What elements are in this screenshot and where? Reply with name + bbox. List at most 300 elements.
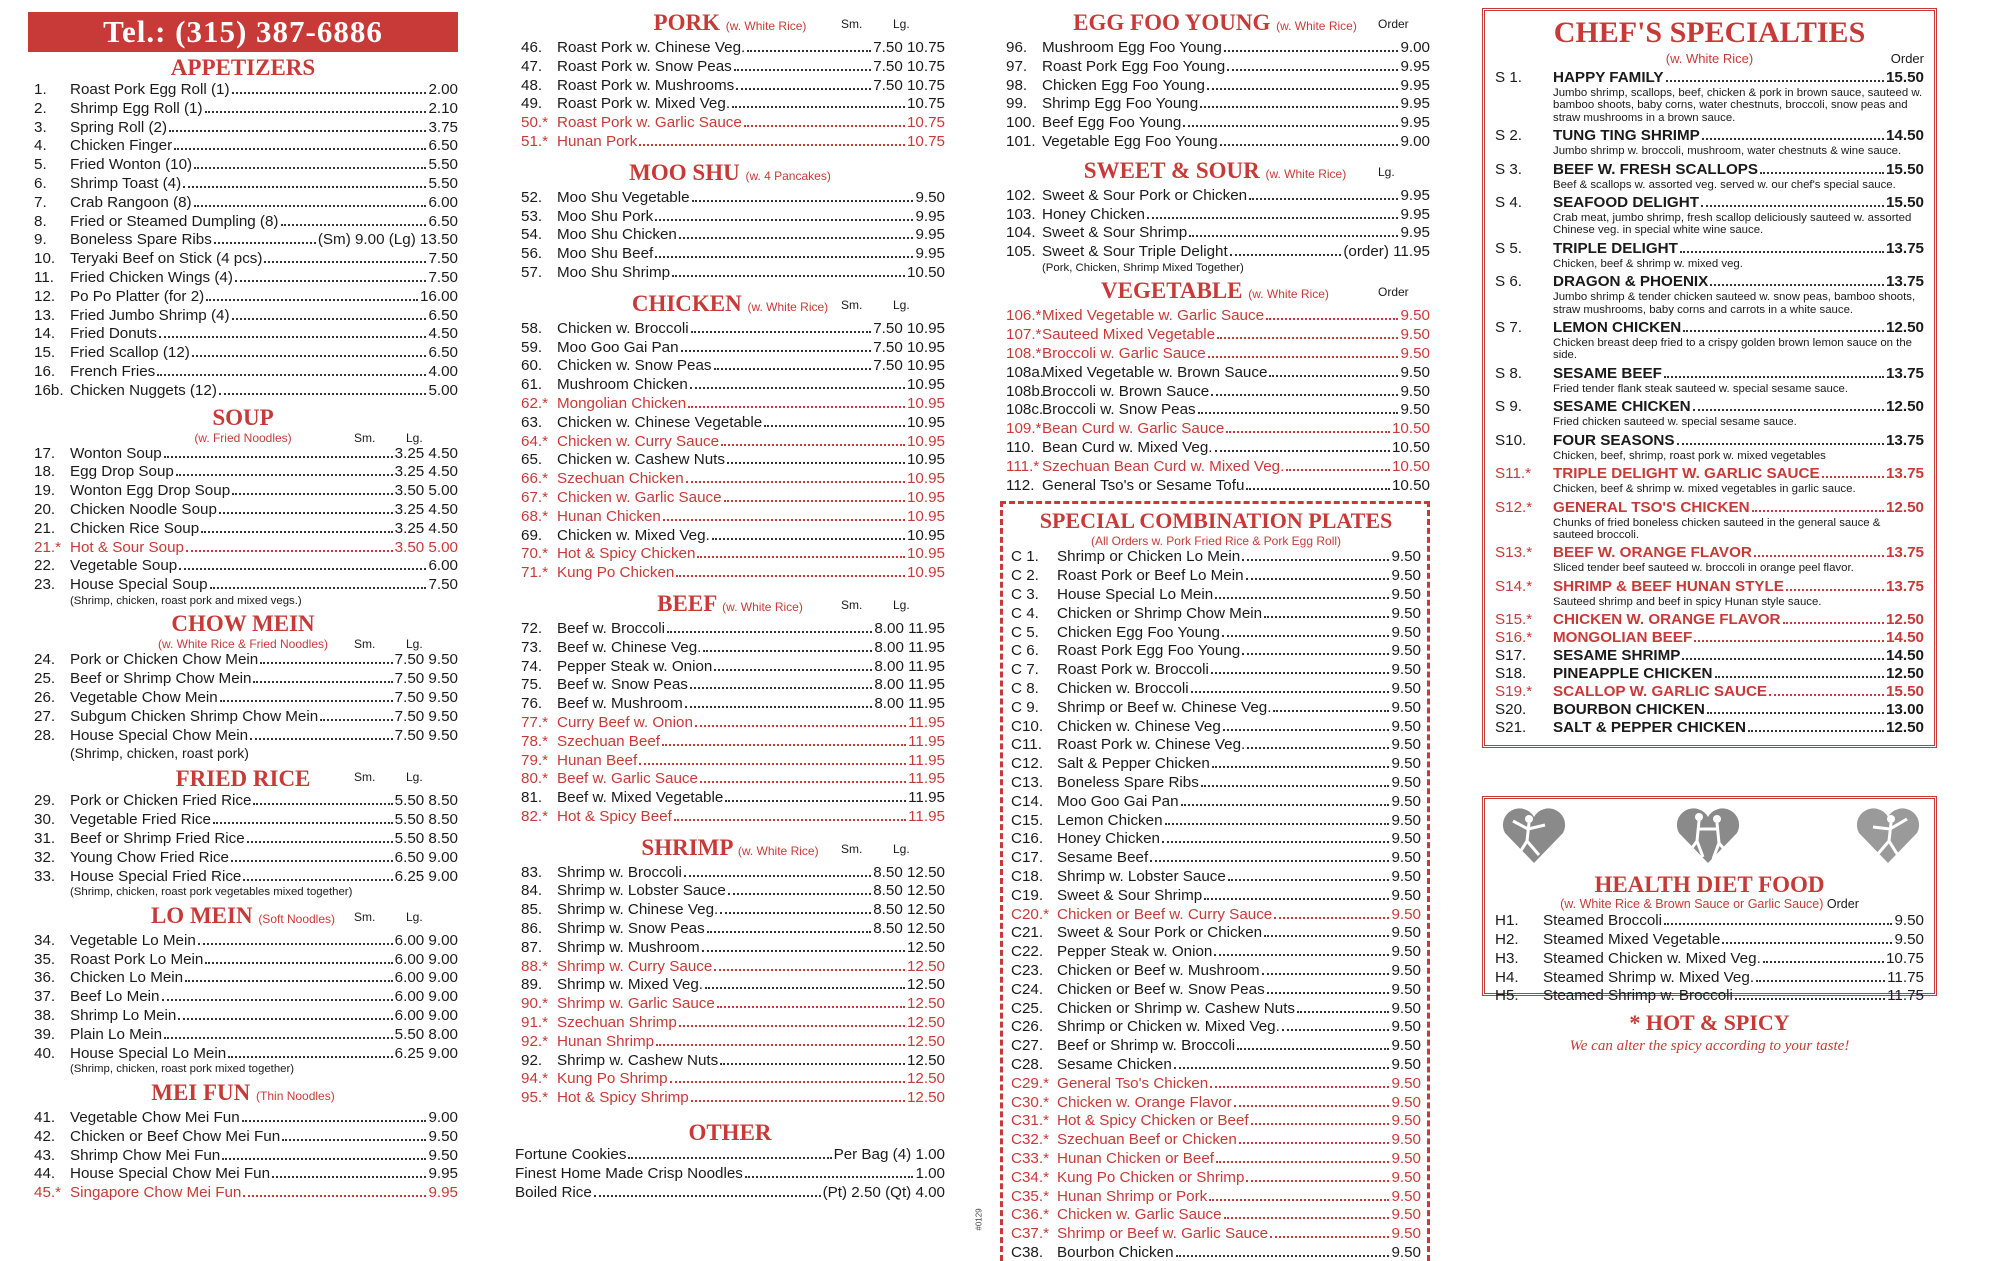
menu-item [1495, 273, 1924, 291]
menu-item-price: 3.50 5.00 [394, 482, 458, 500]
menu-item-number: 68.* [521, 507, 549, 525]
menu-item-name: Po Po Platter (for 2) [70, 287, 205, 305]
menu-item-name: Roast Pork Lo Mein [70, 950, 204, 968]
menu-item-name: Beef or Shrimp Chow Mein [70, 670, 252, 688]
menu-item-price: 13.75 [1885, 364, 1924, 382]
section-title-chicken: CHICKEN (w. White Rice) Sm. Lg. [631, 290, 910, 316]
menu-item-price: 14.50 [1885, 629, 1924, 647]
menu-item-price: 10.95 [906, 564, 945, 582]
section-note-health-diet: (w. White Rice & Brown Sauce or Garlic Sauce) Order [1560, 897, 1859, 912]
dot-leader [1215, 440, 1390, 452]
menu-item-name: Fried Scallop (12) [70, 344, 190, 362]
menu-item-name: Boiled Rice [515, 1183, 592, 1201]
menu-item-price: 3.25 4.50 [394, 444, 458, 462]
menu-item-name: Chicken w. Orange Flavor [1057, 1093, 1232, 1111]
dot-leader [1274, 907, 1389, 919]
menu-item-name: Spring Roll (2) [70, 118, 168, 136]
dot-leader [1234, 1095, 1390, 1107]
menu-item-name: Steamed Shrimp w. Mixed Veg. [1543, 968, 1755, 986]
dot-leader [1147, 207, 1398, 219]
menu-item-price: 6.50 9.00 [394, 848, 458, 866]
menu-item-number: 18. [34, 463, 56, 481]
section-title-appetizers: APPETIZERS [170, 55, 316, 80]
menu-item-number: 29. [34, 792, 56, 810]
dot-leader [1230, 244, 1342, 256]
menu-item [28, 651, 458, 670]
menu-item-description: Crab meat, jumbo shrimp, fresh scallop deliciously sauteed w. assorted Chinese veg. in special white wine sauce. [1553, 212, 1912, 237]
menu-item [515, 114, 945, 133]
menu-item-price: 6.25 9.00 [394, 867, 458, 885]
menu-item [1011, 699, 1421, 718]
menu-item-number: 17. [34, 444, 56, 462]
menu-item-number: 6. [34, 174, 47, 192]
menu-item-price: 3.50 5.00 [394, 538, 458, 556]
dot-leader [1183, 115, 1398, 127]
menu-item-price: 4.00 [428, 362, 458, 380]
menu-item-price: 8.00 11.95 [874, 619, 945, 637]
menu-item-price: 9.00 [428, 1108, 458, 1126]
section-fried-rice [28, 792, 458, 886]
menu-item [515, 564, 945, 583]
menu-item-number: 85. [521, 901, 543, 919]
dot-leader [1297, 1001, 1389, 1013]
menu-item-name: Hot & Spicy Shrimp [557, 1089, 689, 1107]
menu-item [515, 789, 945, 808]
dot-leader [1226, 421, 1390, 433]
menu-item [515, 77, 945, 96]
dot-leader [231, 850, 393, 862]
menu-item-price: 9.50 [1391, 1074, 1421, 1092]
menu-item-name: Shrimp w. Chinese Veg. [557, 901, 719, 919]
menu-item [515, 414, 945, 433]
menu-item-name: SEAFOOD DELIGHT [1553, 194, 1699, 212]
menu-item [1011, 1131, 1421, 1150]
menu-item-price: 9.50 [1391, 548, 1421, 566]
menu-item-number: H2. [1495, 930, 1519, 948]
menu-item-name: Shrimp w. Cashew Nuts [557, 1051, 719, 1069]
menu-item-number: C 5. [1011, 623, 1039, 641]
menu-item-price: 10.50 [1391, 476, 1430, 494]
dot-leader [690, 677, 872, 689]
menu-item-number: C24. [1011, 980, 1044, 998]
dot-leader [1710, 274, 1884, 286]
menu-item-number: S20. [1495, 701, 1527, 719]
dot-leader [667, 621, 872, 633]
menu-item-name: Roast Pork w. Mushrooms [557, 76, 735, 94]
menu-item [1000, 114, 1430, 133]
menu-item-number: 26. [34, 689, 56, 707]
menu-item-name: Shrimp Toast (4) [70, 174, 182, 192]
menu-item [28, 445, 458, 464]
menu-item-name: Mixed Vegetable w. Garlic Sauce [1042, 307, 1265, 325]
menu-item-number: 108.* [1006, 345, 1042, 363]
menu-item-price: 12.50 [1885, 611, 1924, 629]
menu-item-price: 9.95 [1400, 114, 1430, 132]
dancers-illustration [1495, 803, 1924, 873]
menu-item [1000, 95, 1430, 114]
menu-item [28, 849, 458, 868]
menu-item [1495, 969, 1924, 988]
menu-item [1000, 307, 1430, 326]
dot-leader [264, 251, 426, 263]
menu-item-price: 13.75 [1885, 465, 1924, 483]
menu-item-name: Shrimp w. Mixed Veg. [557, 976, 704, 994]
item-description: (Shrimp, chicken, roast pork) [70, 745, 249, 762]
menu-item-name: Sweet & Sour Shrimp [1042, 224, 1188, 242]
dot-leader [1783, 612, 1884, 624]
menu-column-4 [1482, 8, 1937, 1055]
dot-leader [684, 865, 871, 877]
menu-item [515, 357, 945, 376]
menu-item-price: 8.00 11.95 [874, 657, 945, 675]
menu-item-name: SHRIMP & BEEF HUNAN STYLE [1553, 577, 1784, 595]
menu-item-name: Bean Curd w. Mixed Veg. [1042, 439, 1213, 457]
menu-item-name: House Special Soup [70, 576, 208, 594]
menu-item-price: 10.95 [906, 526, 945, 544]
menu-item-number: 54. [521, 226, 543, 244]
menu-item [1495, 647, 1924, 665]
menu-item-name: General Tso's or Sesame Tofu [1042, 476, 1245, 494]
menu-item-name: BEEF W. FRESH SCALLOPS [1553, 160, 1759, 178]
dot-leader [1786, 579, 1884, 591]
dot-leader [176, 464, 393, 476]
menu-item [1000, 364, 1430, 383]
menu-item-price: 9.50 [1391, 1187, 1421, 1205]
menu-item-price: 11.75 [1887, 968, 1924, 986]
menu-item-name: Shrimp Lo Mein [70, 1007, 177, 1025]
menu-item-name: Hunan Shrimp [557, 1032, 655, 1050]
menu-item [1495, 194, 1924, 212]
menu-item-price: 10.50 [1391, 420, 1430, 438]
menu-item-number: 24. [34, 651, 56, 669]
dot-leader [725, 790, 906, 802]
menu-item-name: Chicken w. Mixed Veg. [557, 526, 710, 544]
menu-item-description: Chicken, beef & shrimp w. mixed veg. [1553, 257, 1743, 270]
menu-item-number: 47. [521, 57, 543, 75]
menu-item-number: 106.* [1006, 307, 1042, 325]
menu-item-number: 51.* [521, 132, 549, 150]
menu-item-price: 9.50 [1391, 1243, 1421, 1261]
menu-item [1000, 243, 1430, 262]
menu-item-number: 82.* [521, 807, 549, 825]
dot-leader [672, 265, 905, 277]
menu-item-price: 15.50 [1885, 160, 1924, 178]
menu-item-price: 10.95 [906, 394, 945, 412]
menu-item-price: 15.50 [1885, 194, 1924, 212]
menu-item-price: 9.50 [1391, 1112, 1421, 1130]
menu-item-description: Chicken breast deep fried to a crispy golden brown lemon sauce on the side. [1553, 337, 1913, 362]
menu-item-price: 7.50 [428, 576, 458, 594]
menu-item [28, 988, 458, 1007]
menu-item-number: 19. [34, 482, 56, 500]
menu-item [1011, 548, 1421, 567]
menu-item-number: 92.* [521, 1032, 549, 1050]
menu-item [1000, 77, 1430, 96]
menu-item-price: 16.00 [419, 287, 458, 305]
dot-leader [707, 921, 871, 933]
menu-item-number: C35.* [1011, 1187, 1049, 1205]
health-diet-food-box [1482, 796, 1937, 1005]
dot-leader [1682, 648, 1884, 660]
menu-item [28, 708, 458, 727]
dot-leader [714, 959, 905, 971]
menu-item [515, 639, 945, 658]
menu-item-number: C20.* [1011, 905, 1049, 923]
menu-item-description: Jumbo shrimp w. broccoli, mushroom, water chestnuts & wine sauce. [1553, 145, 1902, 158]
menu-item-name: TRIPLE DELIGHT [1553, 239, 1678, 257]
section-title-sweet-sour: SWEET & SOUR (w. White Rice) Lg. [1083, 157, 1395, 183]
menu-item-name: Roast Pork w. Broccoli [1057, 661, 1209, 679]
menu-item-number: 30. [34, 811, 56, 829]
dot-leader [727, 452, 905, 464]
item-description: (Shrimp, chicken, roast pork vegetables mixed together) [70, 886, 353, 899]
dot-leader [192, 345, 427, 357]
dot-leader [724, 490, 905, 502]
menu-item-price: 9.00 [1400, 39, 1430, 56]
menu-item-number: 14. [34, 325, 56, 343]
menu-item-name: Chicken or Shrimp Chow Mein [1057, 604, 1263, 622]
dot-leader [1214, 944, 1389, 956]
menu-item-number: 44. [34, 1165, 56, 1183]
menu-item-price: 9.50 [1391, 680, 1421, 698]
dot-leader [1223, 719, 1390, 731]
menu-item [1011, 567, 1421, 586]
dot-leader [691, 1090, 905, 1102]
dot-leader [720, 1053, 905, 1065]
menu-item-number: 91.* [521, 1014, 549, 1032]
dot-leader [705, 977, 905, 989]
dot-leader [685, 696, 873, 708]
menu-item-number: 3. [34, 118, 47, 136]
menu-item-price: 5.50 8.50 [394, 811, 458, 829]
menu-item-name: Kung Po Chicken or Shrimp [1057, 1168, 1245, 1186]
dot-leader [1752, 500, 1884, 512]
menu-item-number: 112. [1006, 476, 1035, 494]
section-title-vegetable: VEGETABLE (w. White Rice) Order [1101, 278, 1409, 304]
menu-item [1495, 499, 1924, 517]
menu-item [1011, 718, 1421, 737]
dot-leader [717, 996, 905, 1008]
menu-item-price: 10.95 [906, 470, 945, 488]
menu-item-price: 9.50 [1391, 661, 1421, 679]
menu-item-number: S12.* [1495, 498, 1533, 516]
menu-item-name: Chicken w. Garlic Sauce [1057, 1206, 1222, 1224]
dot-leader [281, 214, 427, 226]
menu-item-name: Chicken w. Cashew Nuts [557, 451, 725, 469]
menu-item-number: 80.* [521, 770, 549, 788]
menu-item-price: 9.50 [1391, 792, 1421, 810]
item-description: (Shrimp, chicken, roast pork mixed together) [70, 1063, 295, 1076]
menu-item-number: C33.* [1011, 1149, 1049, 1167]
item-description: (Pork, Chicken, Shrimp Mixed Together) [1042, 261, 1244, 274]
menu-column-2 [515, 10, 945, 1202]
dot-leader [1247, 737, 1389, 749]
section-title-pork: PORK (w. White Rice) Sm. Lg. [653, 10, 910, 35]
menu-item-price: 7.50 9.50 [394, 651, 458, 669]
dot-leader [164, 1027, 393, 1039]
menu-item [515, 95, 945, 114]
menu-item [1495, 683, 1924, 701]
menu-item-name: HAPPY FAMILY [1553, 69, 1664, 86]
menu-item-price: 10.95 [906, 451, 945, 469]
menu-column-3 [1000, 10, 1430, 1261]
menu-item [515, 189, 945, 208]
dot-leader [159, 326, 426, 338]
menu-item [515, 1184, 945, 1203]
menu-item-name: Wonton Soup [70, 444, 162, 462]
menu-item-description: Chunks of fried boneless chicken sauteed in the general sauce & sauteed broccoli. [1553, 516, 1881, 541]
menu-item-price: 11.95 [908, 789, 945, 807]
menu-item-price: Per Bag (4) 1.00 [833, 1146, 945, 1164]
menu-item-name: SESAME SHRIMP [1553, 647, 1681, 665]
menu-item-number: S15.* [1495, 611, 1533, 629]
menu-item-name: Szechuan Shrimp [557, 1014, 677, 1032]
menu-item [1011, 1225, 1421, 1244]
menu-item [1011, 887, 1421, 906]
menu-item [28, 1184, 458, 1203]
menu-item-name: Chicken Lo Mein [70, 969, 184, 987]
menu-item [515, 920, 945, 939]
dot-leader [205, 101, 427, 113]
menu-item-number: 63. [521, 413, 543, 431]
menu-item-number: 16. [34, 362, 56, 380]
menu-item-number: C 9. [1011, 698, 1039, 716]
menu-item-price: 10.50 [906, 263, 945, 281]
menu-item [1000, 133, 1430, 152]
menu-item-number: 62.* [521, 394, 549, 412]
dot-leader [1722, 932, 1892, 944]
menu-item-price: 9.50 [1391, 811, 1421, 829]
menu-item-number: 53. [521, 207, 543, 225]
menu-item-name: TRIPLE DELIGHT W. GARLIC SAUCE [1553, 465, 1820, 483]
dot-leader [1754, 545, 1884, 557]
menu-item-price: 9.95 [1400, 76, 1430, 94]
menu-item [28, 576, 458, 595]
menu-item-name: Beef w. Chinese Veg. [557, 638, 702, 656]
menu-item [1011, 774, 1421, 793]
menu-item-name: Kung Po Shrimp [557, 1070, 668, 1088]
dot-leader [721, 434, 905, 446]
dot-leader [1239, 1132, 1390, 1144]
menu-item-number: C30.* [1011, 1093, 1049, 1111]
menu-item-number: 60. [521, 357, 543, 375]
dot-leader [674, 809, 906, 821]
menu-item-name: Chicken w. Curry Sauce [557, 432, 720, 450]
menu-item [1011, 624, 1421, 643]
menu-item-number: 109.* [1006, 420, 1042, 438]
menu-item-price: 8.50 12.50 [873, 882, 945, 900]
dot-leader [1224, 40, 1399, 52]
menu-item-number: 58. [521, 319, 543, 337]
menu-item-name: Egg Drop Soup [70, 463, 174, 481]
section-pork [515, 39, 945, 152]
menu-item-name: Hot & Spicy Chicken or Beef [1057, 1112, 1249, 1130]
menu-item-name: Roast Pork w. Garlic Sauce [557, 114, 742, 132]
dot-leader [676, 565, 905, 577]
menu-item [28, 501, 458, 520]
menu-item-price: 5.50 8.50 [394, 792, 458, 810]
menu-item-price: 12.50 [1885, 319, 1924, 337]
dot-leader [1267, 982, 1390, 994]
dot-leader [194, 195, 427, 207]
dot-leader [228, 1046, 392, 1058]
menu-item-number: C23. [1011, 961, 1044, 979]
menu-item [515, 714, 945, 733]
menu-item-name: Chicken or Beef w. Snow Peas [1057, 980, 1265, 998]
menu-item-number: 92. [521, 1051, 543, 1069]
dot-leader [692, 190, 914, 202]
menu-item [1011, 1000, 1421, 1019]
menu-item [1011, 1188, 1421, 1207]
menu-item-name: Chicken Nuggets (12) [70, 381, 217, 399]
menu-item-name: Salt & Pepper Chicken [1057, 755, 1210, 773]
dot-leader [162, 989, 393, 1001]
dot-leader [734, 59, 871, 71]
menu-item-number: 98. [1006, 76, 1028, 94]
menu-item-number: 110. [1006, 439, 1035, 457]
menu-item [1495, 465, 1924, 483]
menu-item [1011, 755, 1421, 774]
dot-leader [639, 753, 906, 765]
dot-leader [242, 1110, 427, 1122]
menu-item-price: 6.50 [428, 137, 458, 155]
menu-item-price: 9.50 [1391, 586, 1421, 604]
menu-item-price: 5.50 [428, 156, 458, 174]
menu-item-number: 49. [521, 95, 543, 113]
menu-item-price: 9.50 [1391, 1206, 1421, 1224]
menu-item-name: Shrimp or Chicken w. Mixed Veg. [1057, 1018, 1280, 1036]
menu-item-price: 12.50 [906, 1032, 945, 1050]
menu-item-price: 7.50 9.50 [394, 670, 458, 688]
menu-item [1011, 1244, 1421, 1261]
dot-leader [1150, 850, 1389, 862]
menu-item-price: 2.10 [428, 99, 458, 117]
dot-leader [1264, 606, 1389, 618]
dot-leader [1664, 913, 1892, 925]
section-note-soup: (w. Fried Noodles) Sm. Lg. [194, 430, 423, 445]
menu-item-name: Szechuan Beef or Chicken [1057, 1131, 1237, 1149]
menu-item-description: Chicken, beef, shrimp, roast pork w. mixed vegetables [1553, 449, 1826, 462]
dot-leader [183, 176, 426, 188]
menu-item [28, 969, 458, 988]
menu-item [515, 901, 945, 920]
menu-item-name: Hot & Spicy Beef [557, 807, 672, 825]
menu-item [28, 727, 458, 746]
menu-item-price: 9.50 [1391, 1093, 1421, 1111]
dot-leader [232, 82, 427, 94]
menu-item-description: Fried tender flank steak sauteed w. special sesame sauce. [1553, 382, 1849, 395]
dot-leader [235, 270, 427, 282]
menu-item [515, 1052, 945, 1071]
menu-item-number: 4. [34, 137, 47, 155]
menu-item-price: 9.50 [1391, 961, 1421, 979]
menu-item [515, 226, 945, 245]
dot-leader [1264, 925, 1389, 937]
menu-item [28, 137, 458, 156]
menu-item-price: 7.50 10.95 [873, 319, 945, 337]
menu-item-name: Roast Pork Egg Foo Young [1057, 642, 1241, 660]
menu-item-number: 76. [521, 695, 543, 713]
menu-item-name: Chicken or Shrimp w. Cashew Nuts [1057, 999, 1296, 1017]
menu-item-price: (Sm) 9.00 (Lg) 13.50 [317, 231, 458, 249]
menu-item [515, 733, 945, 752]
section-mei-fun [28, 1109, 458, 1203]
menu-item [1495, 629, 1924, 647]
menu-item-name: Beef Lo Mein [70, 988, 160, 1006]
menu-item-price: 6.00 9.00 [394, 969, 458, 987]
menu-item-number: 104. [1006, 224, 1036, 242]
menu-item-name: House Special Chow Mein [70, 726, 249, 744]
